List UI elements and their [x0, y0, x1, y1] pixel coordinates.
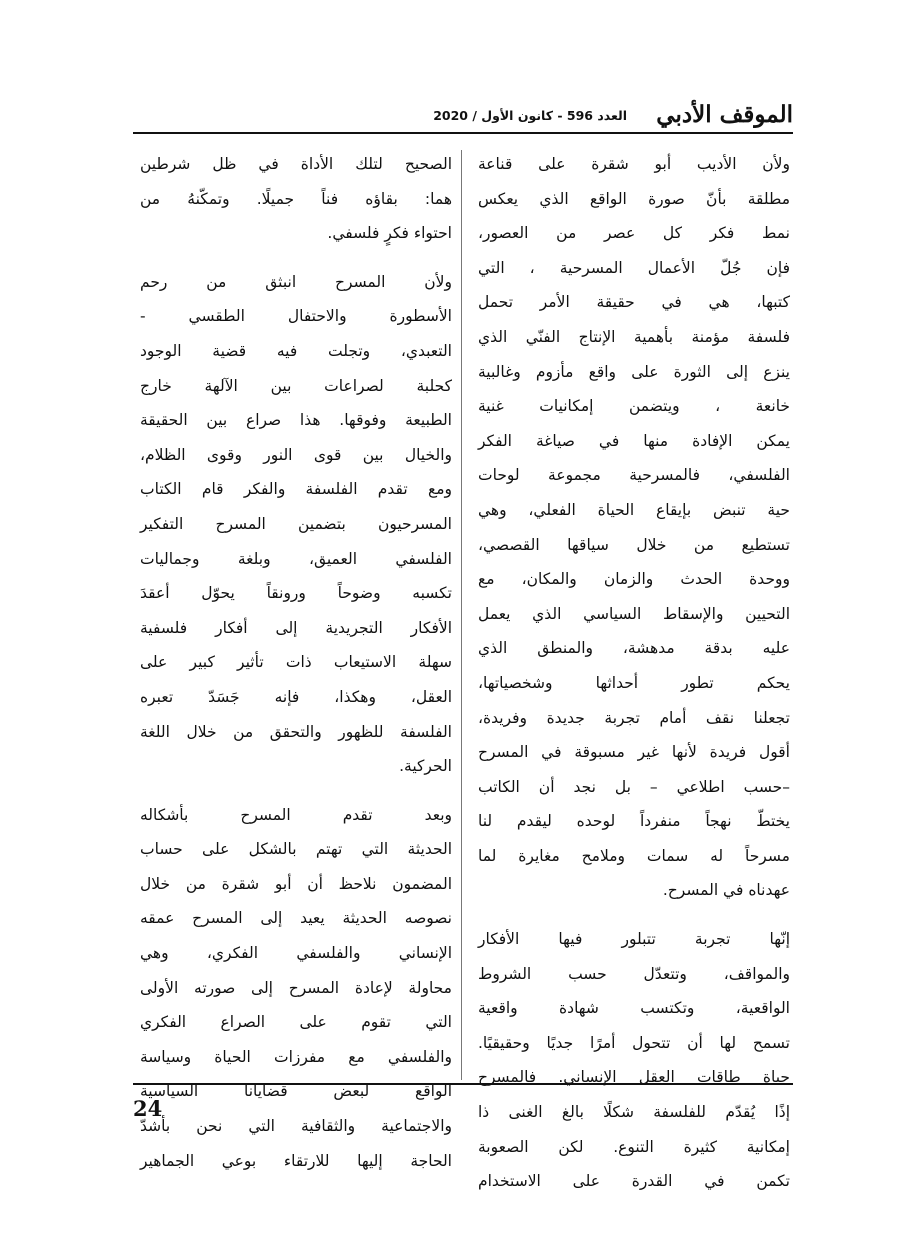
text-line: الحاجة إليها للارتقاء بوعي الجماهير: [140, 1151, 452, 1170]
text-line: سهلة الاستيعاب ذات تأثير كبير على: [140, 653, 452, 672]
page-header: [133, 100, 793, 134]
text-line: التي تقوم على الصراع الفكري: [140, 1013, 452, 1032]
text-line: ولأن المسرح انبثق من رحم: [140, 272, 452, 291]
text-line: والخيال بين قوى النور وقوى الظلام،: [140, 445, 452, 464]
text-line: فلسفة مؤمنة بأهمية الإنتاج الفنّي الذي: [478, 327, 790, 346]
text-line: حياة طاقات العقل الإنساني. فالمسرح: [478, 1068, 790, 1087]
text-line: تجعلنا نقف أمام تجربة جديدة وفريدة،: [478, 708, 790, 727]
text-line: تكمن في القدرة على الاستخدام: [478, 1172, 790, 1191]
text-line: تستطيع من خلال سياقها القصصي،: [478, 535, 790, 554]
text-line: كتبها، هي في حقيقة الأمر تحمل: [478, 293, 790, 312]
text-line: عهدناه في المسرح.: [662, 881, 790, 900]
text-line: والمواقف، وتتعدّل حسب الشروط: [478, 964, 790, 983]
text-line: الفلسفة للظهور والتحقق من خلال اللغة: [140, 722, 452, 741]
text-line: محاولة لإعادة المسرح إلى صورته الأولى: [140, 978, 452, 997]
text-line: الواقع لبعض قضايانا السياسية: [140, 1082, 452, 1101]
page-number: 24: [133, 1096, 163, 1121]
text-line: العقل، وهكذا، فإنه جَسَدّ تعبره: [140, 687, 452, 706]
text-line: يمكن الإفادة منها في صياغة الفكر: [478, 431, 790, 450]
text-line: الفلسفي، فالمسرحية مجموعة لوحات: [478, 466, 790, 485]
text-line: يحكم تطور أحداثها وشخصياتها،: [478, 673, 790, 692]
text-line: وبعد تقدم المسرح بأشكاله: [140, 805, 452, 824]
text-line: احتواء فكرٍ فلسفي.: [327, 224, 452, 243]
text-line: –حسب اطلاعي – بل نجد أن الكاتب: [478, 777, 790, 796]
text-line: إذًا يُقدّم للفلسفة شكلًا بالغ الغنى ذا: [478, 1103, 790, 1122]
text-line: ومع تقدم الفلسفة والفكر قام الكتاب: [140, 480, 452, 499]
text-line: التعبدي، وتجلت فيه قضية الوجود: [140, 341, 452, 360]
text-line: مسرحاً له سمات وملامح مغايرة لما: [478, 846, 790, 865]
text-line: الأسطورة والاحتفال الطقسي -: [140, 307, 452, 326]
text-line: يختطّ نهجاً منفرداً لوحده ليقدم لنا: [478, 812, 790, 831]
text-line: نصوصه الحديثة يعيد إلى المسرح عمقه: [140, 909, 452, 928]
text-line: أقول فريدة لأنها غير مسبوقة في المسرح: [478, 743, 790, 762]
text-line: الصحيح لتلك الأداة في ظل شرطين: [140, 155, 452, 173]
text-line: الحركية.: [399, 757, 452, 776]
header-rule: [133, 132, 793, 134]
text-line: المسرحيون بتضمين المسرح التفكير: [140, 514, 452, 533]
text-line: هما: بقاؤه فناً جميلًا. وتمكّنهُ من: [140, 189, 452, 208]
text-line: عليه بدقة مدهشة، والمنطق الذي: [478, 639, 790, 658]
magazine-logo: الموقف الأدبي: [656, 101, 793, 128]
text-line: خانعة ، ويتضمن إمكانيات غنية: [478, 397, 790, 416]
text-line: الحديثة التي تهتم بالشكل على حساب: [140, 840, 452, 859]
text-line: تكسبه وضوحاً ورونقاً يحوّل أعقدَ: [140, 584, 452, 603]
text-line: تسمح لها أن تتحول أمرًا جديًا وحقيقيًا.: [478, 1033, 790, 1052]
text-line: الواقعية، وتكتسب شهادة واقعية: [478, 999, 790, 1018]
text-line: الطبيعة وفوقها. هذا صراع بين الحقيقة: [140, 411, 452, 430]
text-line: حية تنبض بإيقاع الحياة الفعلي، وهي: [478, 500, 790, 519]
text-line: نمط فكر كل عصر من العصور،: [478, 224, 790, 243]
footer-rule: [133, 1083, 793, 1085]
text-line: ووحدة الحدث والزمان والمكان، مع: [478, 570, 790, 589]
column-divider: [461, 150, 462, 1080]
text-line: ولأن الأديب أبو شقرة على قناعة: [478, 155, 790, 173]
issue-info: العدد 596 - كانون الأول / 2020: [433, 108, 627, 123]
text-line: التحيين والإسقاط السياسي الذي يعمل: [478, 604, 790, 623]
text-line: إنّها تجربة تتبلور فيها الأفكار: [478, 930, 790, 949]
text-line: كحلبة لصراعات بين الآلهة خارج: [140, 376, 452, 395]
text-line: إمكانية كثيرة التنوع. لكن الصعوبة: [478, 1137, 790, 1156]
text-line: ينزع إلى الثورة على واقع مأزوم وغالبية: [478, 362, 790, 381]
text-line: الإنساني والفلسفي الفكري، وهي: [140, 944, 452, 963]
text-line: مطلقة بأنّ صورة الواقع الذي يعكس: [478, 189, 790, 208]
text-line: والاجتماعية والثقافية التي نحن بأشدّ: [140, 1117, 452, 1136]
text-line: المضمون نلاحظ أن أبو شقرة من خلال: [140, 874, 452, 893]
text-line: الأفكار التجريدية إلى أفكار فلسفية: [140, 618, 452, 637]
text-column-right: [478, 147, 790, 1191]
text-line: والفلسفي مع مفرزات الحياة وسياسة: [140, 1047, 452, 1066]
text-line: فإن جُلّ الأعمال المسرحية ، التي: [478, 258, 790, 277]
text-line: الفلسفي العميق، وبلغة وجماليات: [140, 549, 452, 568]
